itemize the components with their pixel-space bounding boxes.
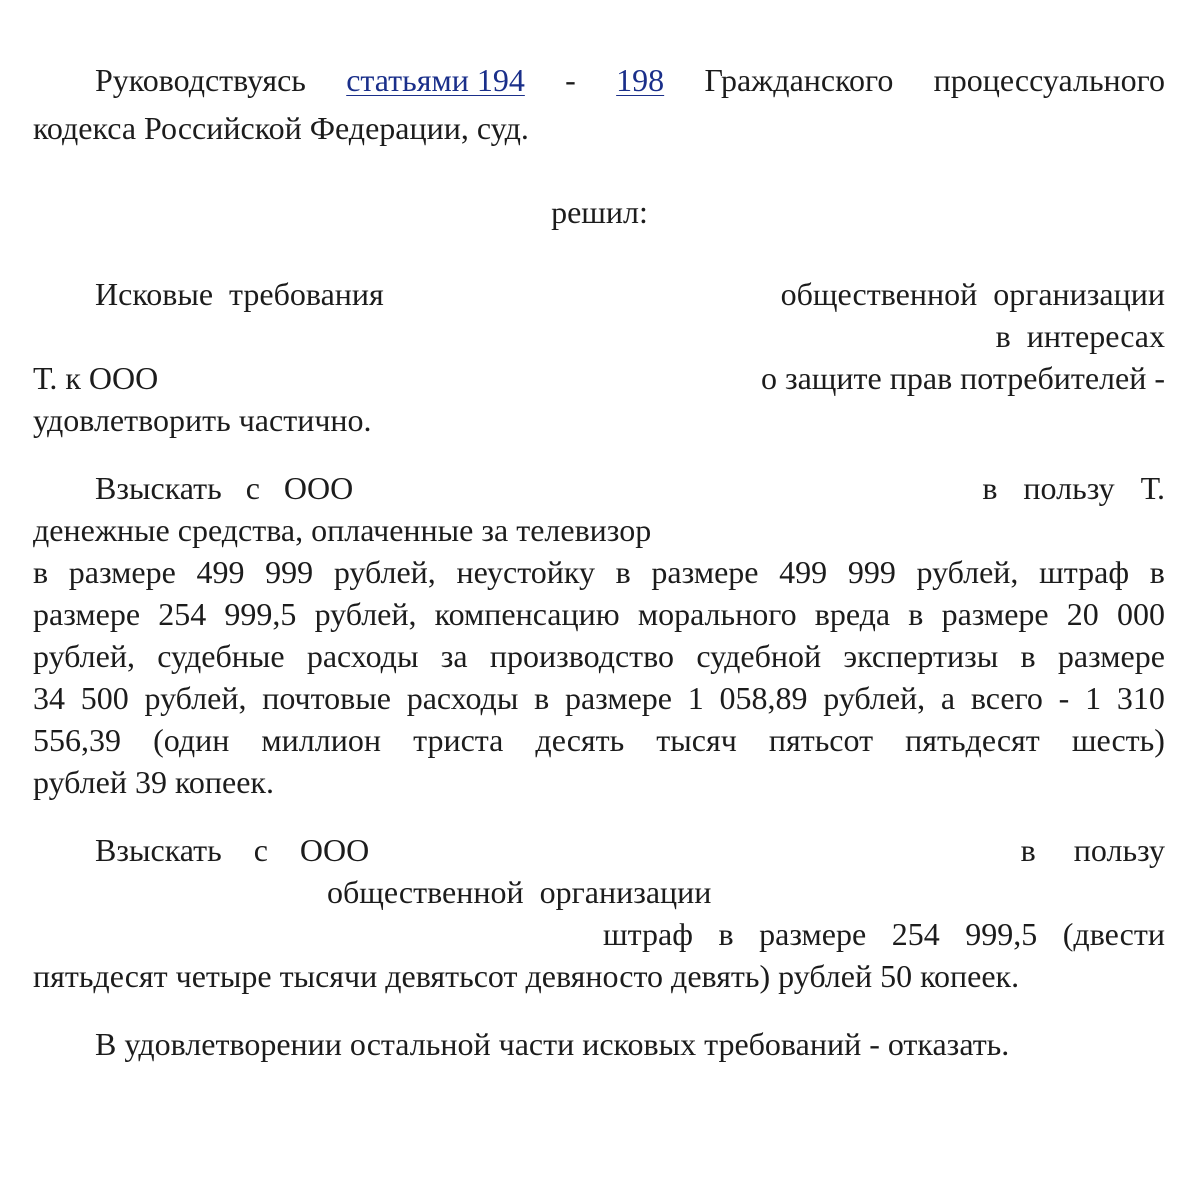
- word: 500: [80, 680, 129, 716]
- word: производство: [489, 638, 675, 674]
- paragraph-1-line-1: [95, 64, 1165, 104]
- word: 000: [1116, 596, 1165, 632]
- word: за: [440, 638, 468, 674]
- word: 999: [847, 554, 896, 590]
- text-right: [982, 472, 1165, 504]
- word: компенсацию: [434, 596, 620, 632]
- word: 999,5: [224, 596, 297, 632]
- word: судебной: [696, 638, 822, 674]
- word: шесть): [1071, 722, 1165, 758]
- word: в: [982, 470, 998, 506]
- paragraph-3-line-5: [33, 640, 1165, 680]
- word: размере: [33, 596, 141, 632]
- word: 1: [687, 680, 704, 716]
- word: рублей,: [916, 554, 1019, 590]
- word: десять: [535, 722, 625, 758]
- word: а: [940, 680, 956, 716]
- word: в: [908, 596, 924, 632]
- text-left: Т. к ООО: [33, 360, 159, 396]
- text-right: [1021, 834, 1165, 866]
- word: 556,39: [33, 722, 121, 758]
- word: в: [33, 554, 49, 590]
- text-left: Исковые требования: [95, 276, 384, 312]
- law-articles-link-194[interactable]: статьями 194: [346, 62, 525, 98]
- paragraph-2-line-3: [33, 362, 1165, 402]
- word: с: [253, 832, 268, 868]
- word: 058,89: [719, 680, 808, 716]
- word: в: [1020, 832, 1036, 868]
- word: пользу: [1023, 470, 1115, 506]
- word: в: [534, 680, 550, 716]
- word: Взыскать: [95, 832, 222, 868]
- word: размере: [759, 916, 867, 952]
- word: ООО: [283, 470, 354, 506]
- paragraph-4-line-3: [603, 918, 1165, 958]
- paragraph-3-line-4: [33, 598, 1165, 638]
- word: рублей,: [33, 638, 135, 674]
- paragraph-4-line-1: [95, 834, 1165, 874]
- paragraph-1-line-2: кодекса Российской Федерации, суд.: [33, 110, 529, 146]
- word: (один: [153, 722, 230, 758]
- text: общественной организации: [327, 874, 712, 910]
- word: судебные: [157, 638, 285, 674]
- word: расходы: [406, 680, 519, 716]
- paragraph-3-line-7: [33, 724, 1165, 764]
- word: 20: [1066, 596, 1099, 632]
- word: в: [1149, 554, 1165, 590]
- word: (двести: [1062, 916, 1165, 952]
- word: рублей,: [333, 554, 436, 590]
- paragraph-5: В удовлетворении остальной части исковых требований - отказать.: [95, 1026, 1010, 1062]
- word: пятьсот: [768, 722, 874, 758]
- law-article-link-198[interactable]: 198: [616, 62, 665, 98]
- word: экспертизы: [843, 638, 999, 674]
- word: размере: [68, 554, 176, 590]
- text-right: общественной организации: [780, 276, 1165, 312]
- word: штраф: [1039, 554, 1130, 590]
- word: пользу: [1073, 832, 1165, 868]
- text-right: о защите прав потребителей -: [760, 360, 1165, 396]
- word: рублей,: [314, 596, 417, 632]
- paragraph-2-line-2: [33, 320, 1165, 360]
- paragraph-2-line-1: [95, 278, 1165, 318]
- word: Гражданского: [704, 62, 894, 98]
- word: размере: [564, 680, 672, 716]
- word: тысяч: [656, 722, 737, 758]
- word: Руководствуясь: [95, 62, 306, 98]
- word: 999: [265, 554, 314, 590]
- word: Взыскать: [95, 470, 222, 506]
- word: -: [1058, 680, 1070, 716]
- word: расходы: [306, 638, 419, 674]
- paragraph-3-line-3: [33, 556, 1165, 596]
- word: рублей,: [144, 680, 247, 716]
- paragraph-3-line-8: рублей 39 копеек.: [33, 764, 274, 800]
- word: размере: [651, 554, 759, 590]
- word: размере: [941, 596, 1049, 632]
- word: всего: [970, 680, 1043, 716]
- word: в: [615, 554, 631, 590]
- word: 254: [891, 916, 940, 952]
- word: в: [1020, 638, 1036, 674]
- word: Т.: [1140, 470, 1165, 506]
- word: 499: [779, 554, 828, 590]
- decision-heading: [0, 196, 1201, 236]
- word: рублей,: [823, 680, 926, 716]
- word: размере: [1057, 638, 1165, 674]
- word: процессуального: [933, 62, 1165, 98]
- word: морального: [637, 596, 797, 632]
- paragraph-3-line-6: [33, 682, 1165, 722]
- dash: -: [565, 62, 576, 98]
- decision-heading-text: решил:: [551, 194, 648, 230]
- word: 999,5: [965, 916, 1038, 952]
- word: 1: [1085, 680, 1102, 716]
- word: вреда: [814, 596, 891, 632]
- word: 499: [196, 554, 245, 590]
- word: ООО: [299, 832, 370, 868]
- paragraph-4-line-2: [327, 876, 711, 916]
- paragraph-3-line-2: денежные средства, оплаченные за телевизор: [33, 512, 652, 548]
- paragraph-3-line-1: [95, 472, 1165, 512]
- paragraph-4-line-4: пятьдесят четыре тысячи девятьсот девяносто девять) рублей 50 копеек.: [33, 958, 1020, 994]
- word: миллион: [261, 722, 381, 758]
- word: почтовые: [262, 680, 391, 716]
- paragraph-2-line-4: удовлетворить частично.: [33, 402, 372, 438]
- word: триста: [413, 722, 504, 758]
- word: 310: [1116, 680, 1165, 716]
- text-right: в интересах: [995, 318, 1165, 354]
- word: 34: [33, 680, 65, 716]
- word: с: [245, 470, 260, 506]
- word: в: [718, 916, 734, 952]
- word: штраф: [603, 916, 693, 952]
- word: 254: [158, 596, 207, 632]
- word: пятьдесят: [905, 722, 1040, 758]
- word: неустойку: [456, 554, 595, 590]
